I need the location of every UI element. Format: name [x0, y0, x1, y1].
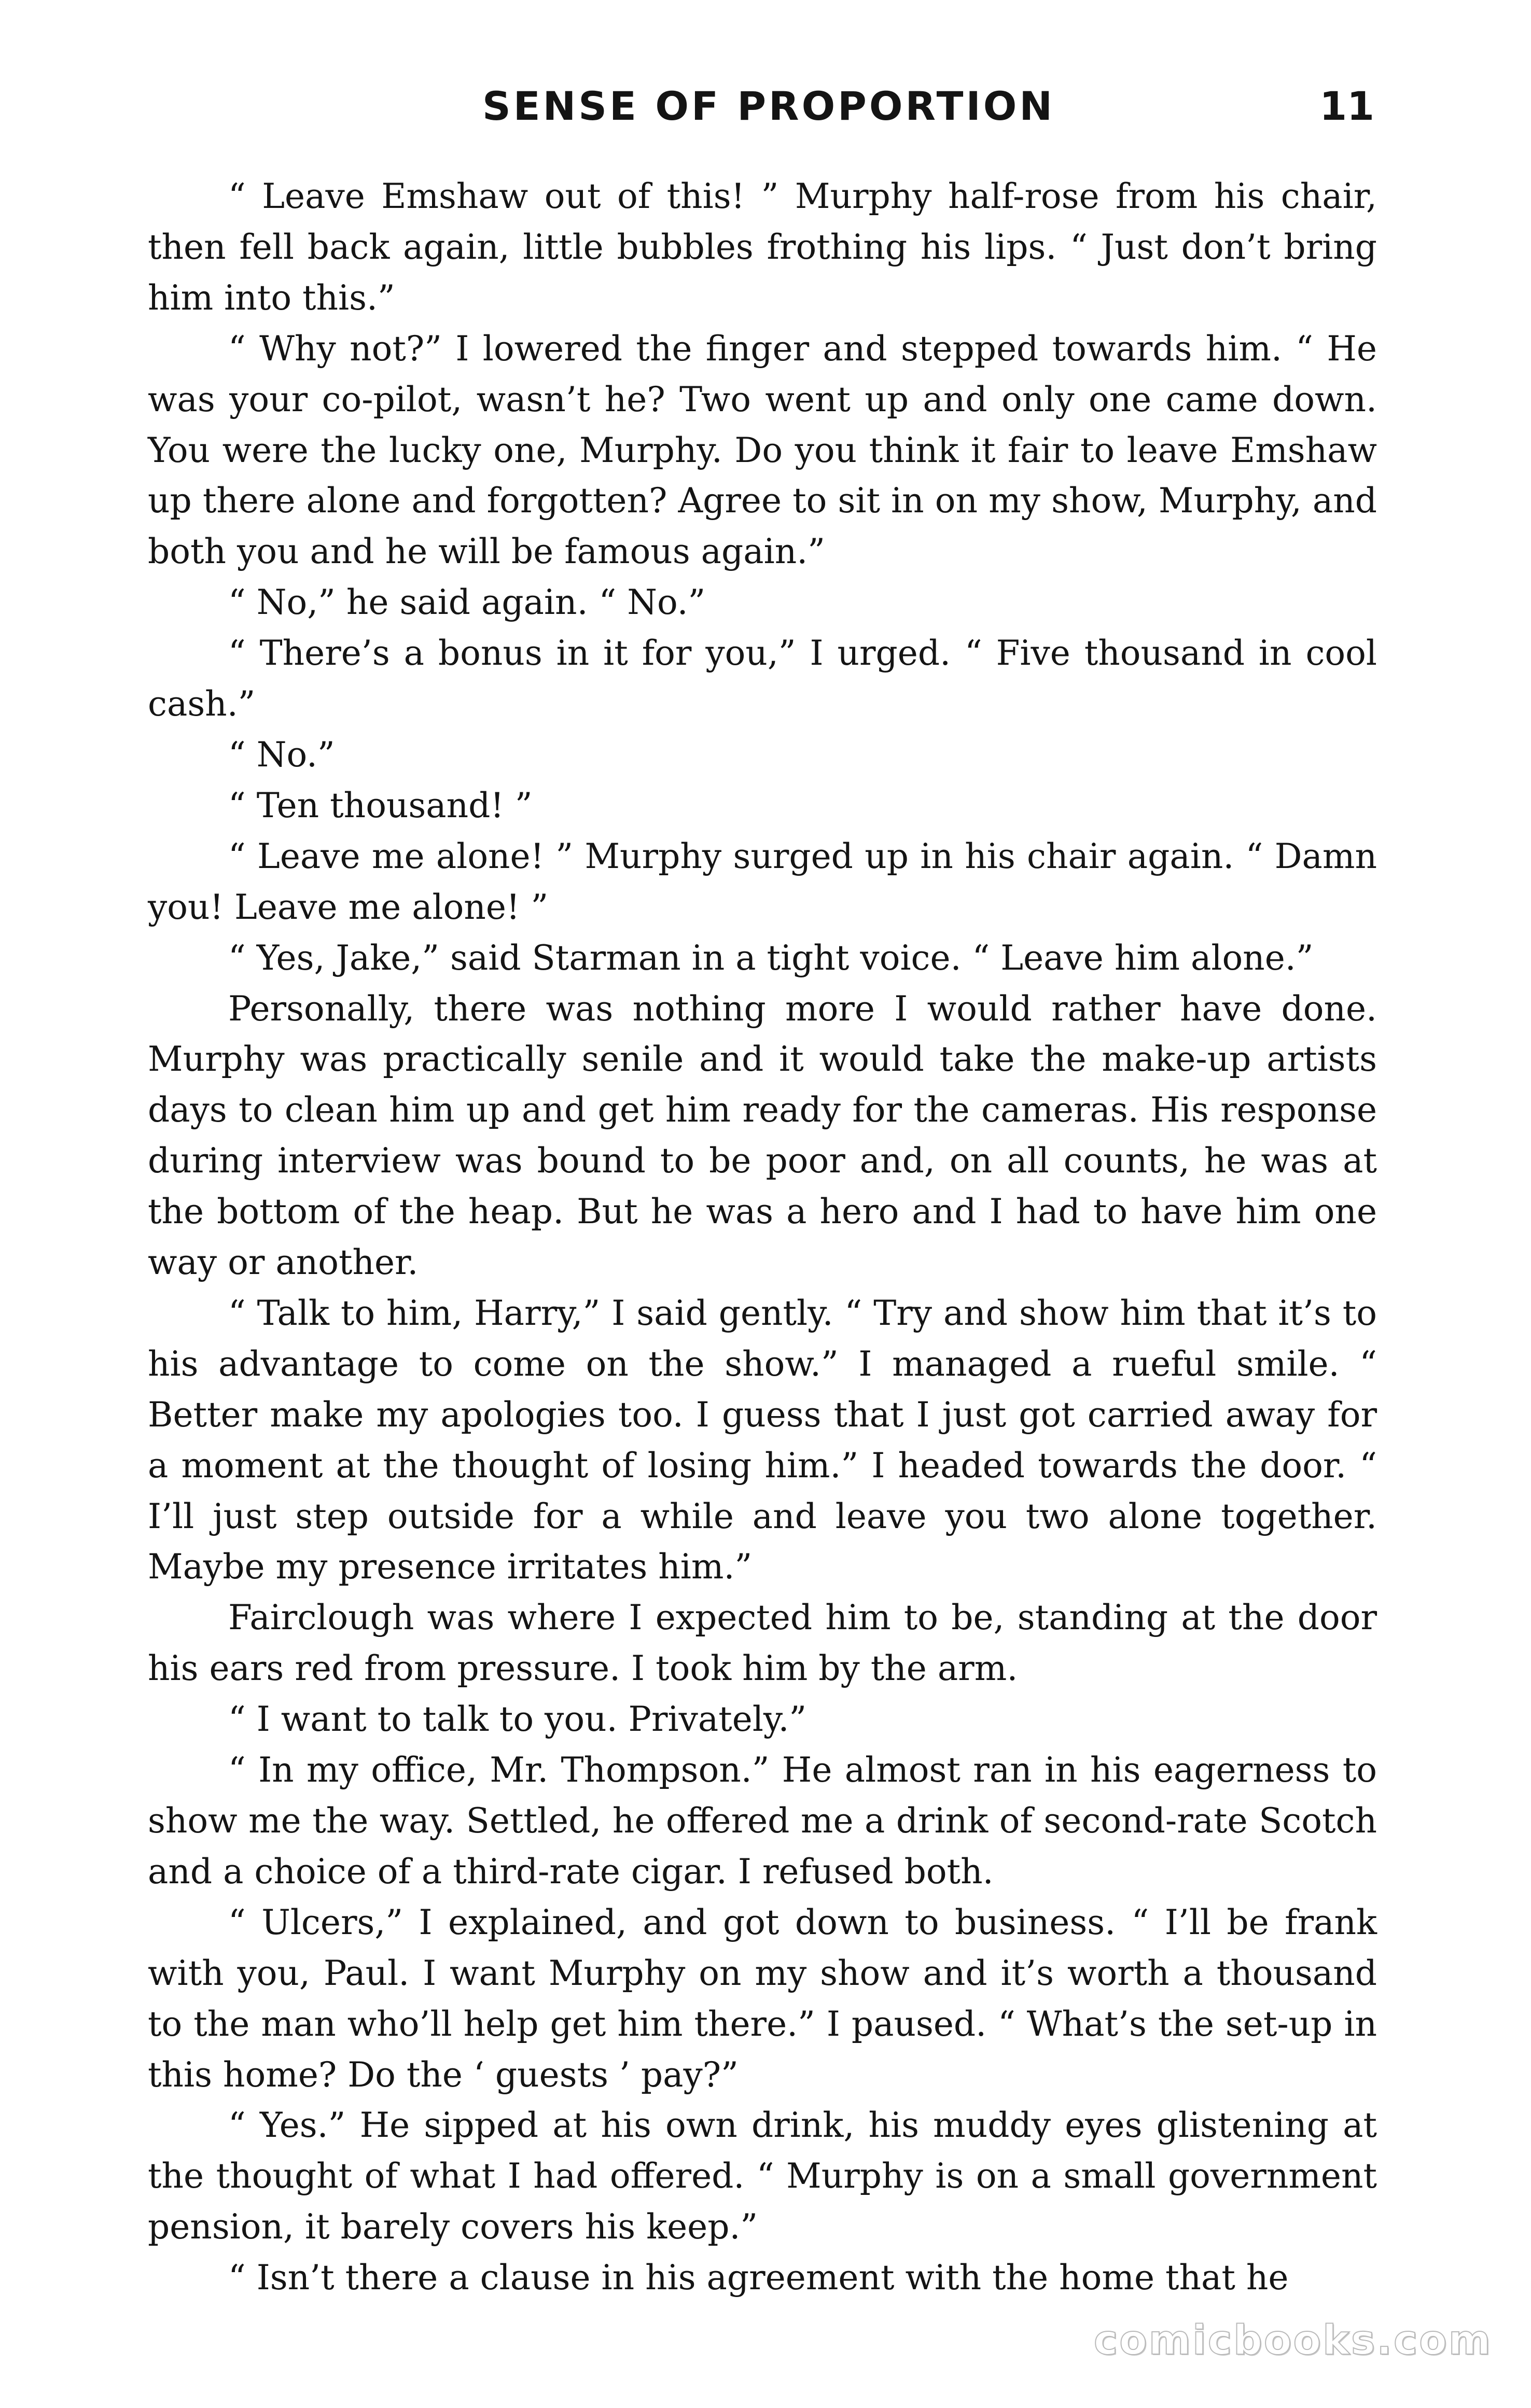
paragraph: “ I want to talk to you. Privately.” — [228, 1699, 807, 1740]
paragraph: “ In my office, Mr. Thompson.” He almost ran in his eagerness to show me the way. Settled, he offered me a drink of second-rate Scotch and a choice of a third-rate cigar. I refused both. — [148, 1750, 1377, 1892]
paragraph: “ Ulcers,” I explained, and got down to business. “ I’ll be frank with you, Paul. I want Murphy on my show and it’s worth a thousand to the man who’ll help get him there.” I paused. “ What’s the set-up in this home? Do the ‘ guests ’ pay?” — [148, 1902, 1377, 2095]
page-header — [150, 80, 1374, 137]
watermark: comicbooks.com — [1093, 2317, 1492, 2364]
paragraph: “ Yes.” He sipped at his own drink, his muddy eyes glistening at the thought of what I had offered. “ Murphy is on a small government pension, it barely covers his keep.” — [148, 2105, 1377, 2247]
paragraph: “ Leave Emshaw out of this! ” Murphy half-rose from his chair, then fell back again, little bubbles frothing his lips. “ Just don’t bring him into this.” — [148, 176, 1377, 318]
paragraph: “ There’s a bonus in it for you,” I urged. “ Five thousand in cool cash.” — [148, 633, 1377, 724]
page-number: 11 — [1319, 83, 1374, 129]
paragraph: “ No.” — [228, 734, 335, 775]
paragraph: “ Ten thousand! ” — [228, 785, 533, 825]
paragraph: Fairclough was where I expected him to be, standing at the door his ears red from pressure. I took him by the arm. — [148, 1598, 1377, 1689]
running-title: SENSE OF PROPORTION — [482, 83, 1055, 129]
paragraph: “ No,” he said again. “ No.” — [228, 582, 706, 623]
paragraph: “ Leave me alone! ” Murphy surged up in his chair again. “ Damn you! Leave me alone! ” — [148, 836, 1377, 927]
paragraph: “ Yes, Jake,” said Starman in a tight voice. “ Leave him alone.” — [228, 937, 1314, 978]
paragraph: “ Why not?” I lowered the finger and stepped towards him. “ He was your co-pilot, wasn’t he? Two went up and only one came down. You were the lucky one, Murphy. Do you think it fair to leave Emshaw up there alone and forgotten? Agree to sit in on my show, Murphy, and both you and he will be famous again.” — [148, 328, 1377, 572]
text-body — [148, 171, 1377, 2303]
paragraph: “ Isn’t there a clause in his agreement with the home that he — [228, 2258, 1289, 2298]
paragraph: “ Talk to him, Harry,” I said gently. “ Try and show him that it’s to his advantage to come on the show.” I managed a rueful smile. “ Better make my apologies too. I guess that I just got carried away for a moment at the thought of losing him.” I headed towards the door. “ I’ll just step outside for a while and leave you two alone together. Maybe my presence irritates him.” — [148, 1293, 1377, 1587]
paragraph: Personally, there was nothing more I would rather have done. Murphy was practically senile and it would take the make-up artists days to clean him up and get him ready for the cameras. His response during interview was bound to be poor and, on all counts, he was at the bottom of the heap. But he was a hero and I had to have him one way or another. — [148, 988, 1377, 1283]
